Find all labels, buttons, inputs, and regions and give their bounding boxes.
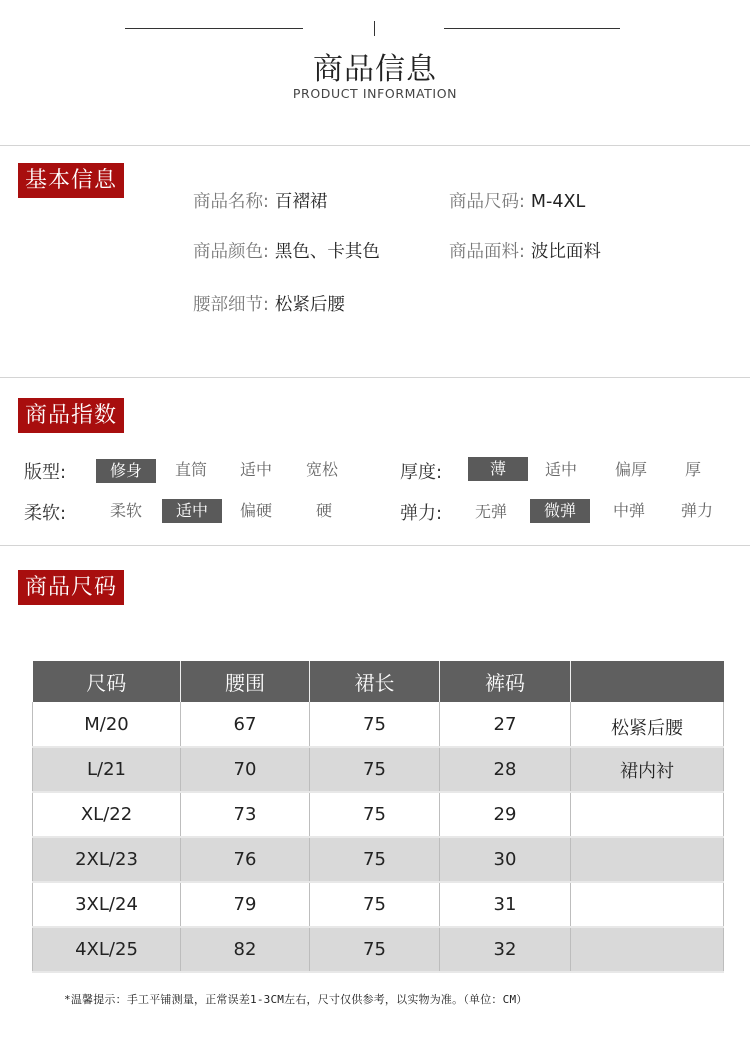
table-row [33, 702, 724, 747]
table-cell: 31 [440, 882, 571, 927]
field-product-name [193, 188, 327, 213]
thickness-option-thickish: 偏厚 [614, 460, 647, 479]
section-divider [0, 377, 750, 378]
size-table [32, 661, 724, 973]
index-tag: 商品指数 [18, 398, 124, 433]
table-cell: 79 [181, 882, 310, 927]
header-left-rule [125, 28, 303, 29]
field-value: M-4XL [530, 192, 586, 212]
table-row [33, 837, 724, 882]
field-product-color [193, 238, 380, 263]
table-header-row [33, 661, 724, 702]
table-cell: 67 [181, 702, 310, 747]
section-divider [0, 545, 750, 546]
table-cell: 32 [440, 927, 571, 972]
column-header-pants-size: 裤码 [440, 661, 571, 702]
table-row [33, 792, 724, 837]
table-cell: 30 [440, 837, 571, 882]
table-cell: 27 [440, 702, 571, 747]
table-cell: M/20 [33, 702, 181, 747]
header-center-tick [374, 21, 375, 36]
table-cell-note: 裙内衬 [571, 747, 724, 792]
fit-option-loose: 宽松 [305, 460, 338, 479]
softness-option-stiffish: 偏硬 [239, 501, 272, 520]
field-product-fabric [449, 238, 601, 263]
size-tag: 商品尺码 [18, 570, 124, 605]
fit-option-slim: 修身 [96, 459, 156, 483]
softness-option-stiff: 硬 [315, 501, 332, 520]
column-header-skirt-length: 裙长 [310, 661, 440, 702]
table-cell: 76 [181, 837, 310, 882]
table-cell: XL/22 [33, 792, 181, 837]
page-header [0, 0, 750, 145]
softness-option-soft: 柔软 [109, 501, 142, 520]
field-value: 黑色、卡其色 [274, 242, 380, 262]
table-cell: 75 [310, 882, 440, 927]
elasticity-option-stretchy: 弹力 [680, 501, 713, 520]
softness-label: 柔软: [24, 503, 67, 524]
table-cell: 28 [440, 747, 571, 792]
table-cell: 75 [310, 792, 440, 837]
fit-label: 版型: [24, 462, 67, 483]
field-product-size [449, 188, 585, 213]
basic-info-tag: 基本信息 [18, 163, 124, 198]
table-cell-note [571, 927, 724, 972]
table-cell: 4XL/25 [33, 927, 181, 972]
thickness-option-thick: 厚 [684, 460, 701, 479]
table-cell-note [571, 837, 724, 882]
table-cell: 29 [440, 792, 571, 837]
table-cell: 70 [181, 747, 310, 792]
thickness-label: 厚度: [400, 462, 443, 483]
fit-option-medium: 适中 [239, 460, 272, 479]
elasticity-label: 弹力: [400, 503, 443, 524]
table-cell-note [571, 882, 724, 927]
table-cell-note [571, 792, 724, 837]
thickness-option-medium: 适中 [544, 460, 577, 479]
fit-option-straight: 直筒 [174, 460, 207, 479]
field-label: 商品尺码: [449, 192, 525, 212]
header-right-rule [444, 28, 620, 29]
field-label: 商品面料: [449, 242, 525, 262]
field-label: 腰部细节: [193, 295, 269, 315]
table-cell: 2XL/23 [33, 837, 181, 882]
page-subtitle: PRODUCT INFORMATION [292, 86, 458, 101]
field-value: 松紧后腰 [274, 295, 345, 315]
table-cell: 82 [181, 927, 310, 972]
field-label: 商品名称: [193, 192, 269, 212]
table-cell: 73 [181, 792, 310, 837]
elasticity-option-medium: 中弹 [612, 501, 645, 520]
table-cell: 75 [310, 927, 440, 972]
table-cell: 75 [310, 747, 440, 792]
table-cell: 75 [310, 837, 440, 882]
section-divider [0, 145, 750, 146]
field-value: 波比面料 [530, 242, 601, 262]
page-title: 商品信息 [313, 52, 437, 87]
measurement-footnote: *温馨提示：手工平铺测量，正常误差1-3CM左右，尺寸仅供参考，以实物为准。（单位：CM） [64, 993, 528, 1006]
field-value: 百褶裙 [274, 192, 328, 212]
table-row [33, 927, 724, 972]
softness-option-medium: 适中 [162, 499, 222, 523]
column-header-size: 尺码 [33, 661, 181, 702]
table-cell: L/21 [33, 747, 181, 792]
column-header-notes [571, 661, 724, 702]
field-waist-detail [193, 291, 345, 316]
table-row [33, 882, 724, 927]
column-header-waist: 腰围 [181, 661, 310, 702]
table-row [33, 747, 724, 792]
table-cell-note: 松紧后腰 [571, 702, 724, 747]
table-cell: 3XL/24 [33, 882, 181, 927]
elasticity-option-slight: 微弹 [530, 499, 590, 523]
field-label: 商品颜色: [193, 242, 269, 262]
table-cell: 75 [310, 702, 440, 747]
elasticity-option-none: 无弹 [474, 502, 507, 521]
thickness-option-thin: 薄 [468, 457, 528, 481]
